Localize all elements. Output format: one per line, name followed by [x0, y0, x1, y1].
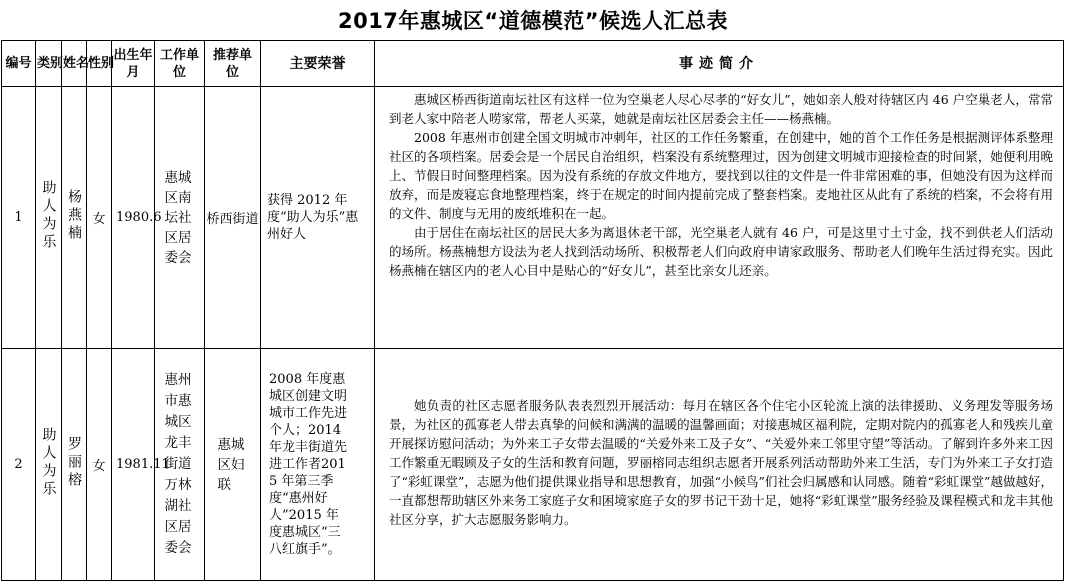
- cell-birth: 1980.6: [112, 87, 155, 349]
- cell-deeds: [375, 87, 1064, 349]
- deeds-paragraph: 她负责的社区志愿者服务队表表烈烈开展活动：每月在辖区各个住宅小区轮流上演的法律援助、义务理发等服务场景，为社区的孤寡老人带去真挚的问候和满满的温暖的温馨画面；对接惠城区福利院，定期对院内的孤寡老人和残疾儿童开展探访慰问活动；为外来工子女带去温暖的“关爱外来工及子女”、“关爱外来工邻里守望”等活动。了解到许多外来工因工作繁重无暇顾及子女的生活和教育问题，罗丽榕同志组织志愿者开展系列活动帮助外来工生活，专门为外来工子女打造了“彩虹课堂”，志愿为他们提供课业指导和思想教育，加强“小候鸟”们社会归属感和认同感。随着“彩虹课堂”越做越好，一直都想帮助辖区外来务工家庭子女和困境家庭子女的罗书记干劲十足，她将“彩虹课堂”服务经验及课程模式和龙丰其他社区分享，扩大志愿服务影响力。: [389, 398, 1053, 527]
- cell-honors: 获得 2012 年度“助人为乐”惠州好人: [261, 87, 375, 349]
- cell-recommender: 惠城区妇联: [205, 349, 261, 581]
- header-name: 姓名: [62, 41, 87, 87]
- cell-name: 罗丽榕: [62, 349, 87, 581]
- header-deeds: 事迹简介: [375, 41, 1064, 87]
- table-header-row: [2, 41, 1064, 87]
- cell-birth: 1981.11: [112, 349, 155, 581]
- cell-no: 1: [2, 87, 36, 349]
- page-title: 2017年惠城区“道德模范”候选人汇总表: [337, 9, 729, 33]
- deeds-paragraph: 由于居住在南坛社区的居民大多为离退休老干部，光空巢老人就有 46 户，可是这里寸土寸金，找不到供老人们活动的场所。杨燕楠想方设法为老人找到活动场所、积极帮老人们向政府申请家政服务、帮助老人们晚年生活过得充实。因此杨燕楠在辖区内的老人心目中是贴心的“好女儿”，甚至比亲女儿还亲。: [389, 225, 1053, 278]
- cell-work-unit: 惠城区南坛社区居委会: [155, 87, 205, 349]
- header-work-unit: 工作单位: [155, 41, 205, 87]
- header-gender: 性别: [87, 41, 112, 87]
- deeds-paragraph: 2008 年惠州市创建全国文明城市冲刺年，社区的工作任务繁重，在创建中，她的首个工作任务是根据测评体系整理社区的各项档案。居委会是一个居民自治组织，档案没有系统整理过，因为创建文明城市迎接检查的时间紧，她便利用晚上、节假日时间整理档案。因为没有系统的存放文件地方，要找到以往的文件是一件非常困难的事，但她没有因为这样而放弃，而是废寝忘食地整理档案，终于在规定的时间内提前完成了整套档案。麦地社区从此有了系统的档案，不会将有用的文件、制度与无用的废纸堆积在一起。: [389, 130, 1053, 221]
- cell-work-unit: 惠州市惠城区龙丰街道万林湖社区居委会: [155, 349, 205, 581]
- header-category: 类别: [36, 41, 62, 87]
- cell-name: 杨燕楠: [62, 87, 87, 349]
- candidate-table: [1, 40, 1064, 581]
- header-birth: 出生年月: [112, 41, 155, 87]
- header-no: 编号: [2, 41, 36, 87]
- header-honors: 主要荣誉: [261, 41, 375, 87]
- deeds-paragraph: 惠城区桥西街道南坛社区有这样一位为空巢老人尽心尽孝的“好女儿”，她如亲人般对待辖区内 46 户空巢老人，常常到老人家中陪老人唠家常，帮老人买菜，她就是南坛社区居委会主任——杨燕楠。: [389, 92, 1053, 126]
- table-row: [2, 87, 1064, 349]
- cell-category: 助人为乐: [36, 349, 62, 581]
- cell-recommender: 桥西街道: [205, 87, 261, 349]
- table-row: [2, 349, 1064, 581]
- cell-gender: 女: [87, 87, 112, 349]
- cell-gender: 女: [87, 349, 112, 581]
- cell-no: 2: [2, 349, 36, 581]
- header-recommender: 推荐单位: [205, 41, 261, 87]
- cell-honors: 2008 年度惠城区创建文明城市工作先进个人；2014 年龙丰街道先进工作者2015 年第三季度“惠州好人”2015 年度惠城区“三八红旗手”。: [261, 349, 375, 581]
- cell-deeds: [375, 349, 1064, 581]
- cell-category: 助人为乐: [36, 87, 62, 349]
